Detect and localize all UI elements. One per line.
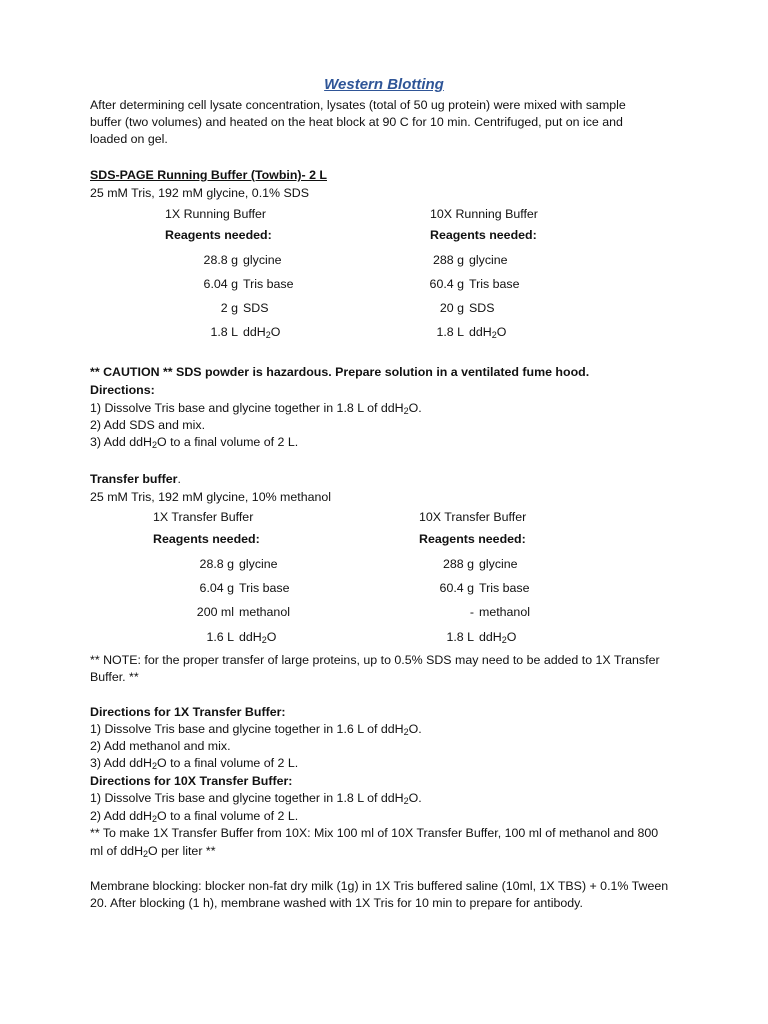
sds-col1-amount: 28.8 g [203, 253, 238, 267]
transfer-col2-reagent: methanol [479, 605, 530, 619]
transfer-col1-reagents-label: Reagents needed: [153, 532, 260, 546]
blocking-line-1: Membrane blocking: blocker non-fat dry milk (1g) in 1X Tris buffered saline (10ml, 1X TBS) + 0.1% Tween [90, 879, 669, 893]
transfer-dir1-label: Directions for 1X Transfer Buffer: [90, 705, 286, 719]
transfer-col1-title: 1X Transfer Buffer [153, 510, 254, 524]
transfer-col2-reagents-label: Reagents needed: [419, 532, 526, 546]
transfer-col2-reagent: glycine [479, 557, 518, 571]
transfer-col1-reagent: ddH$_2$O [239, 630, 277, 645]
sds-step-1: 1) Dissolve Tris base and glycine together in 1.8 L of ddH$_2$O. [90, 401, 422, 416]
transfer-col2-reagent: Tris base [479, 581, 530, 595]
transfer-make-line-1: ** To make 1X Transfer Buffer from 10X: Mix 100 ml of 10X Transfer Buffer, 100 ml of methanol and 800 [90, 826, 659, 840]
sds-directions-label: Directions: [90, 383, 155, 397]
sds-col2-reagents-label: Reagents needed: [430, 228, 537, 242]
sds-col1-title: 1X Running Buffer [165, 207, 267, 221]
transfer-col2-amount: 1.8 L [446, 630, 474, 644]
sds-col2-reagent: Tris base [469, 277, 520, 291]
transfer-col1-reagent: methanol [239, 605, 290, 619]
sds-col1-amount: 6.04 g [203, 277, 238, 291]
transfer-col1-amount: 200 ml [196, 605, 234, 619]
sds-caution: ** CAUTION ** SDS powder is hazardous. Prepare solution in a ventilated fume hood. [90, 365, 590, 379]
transfer-note-line-1: ** NOTE: for the proper transfer of large proteins, up to 0.5% SDS may need to be added to 1X Transfer [90, 653, 660, 667]
transfer-dir1-step-1: 1) Dissolve Tris base and glycine together in 1.6 L of ddH$_2$O. [90, 722, 422, 737]
sds-col2-reagent: glycine [469, 253, 508, 267]
sds-col2-amount: 1.8 L [436, 325, 464, 339]
transfer-dir10-label: Directions for 10X Transfer Buffer: [90, 774, 293, 788]
transfer-dir1-step-2: 2) Add methanol and mix. [90, 739, 231, 753]
sds-col1-reagent: Tris base [243, 277, 294, 291]
sds-col1-reagent: glycine [243, 253, 282, 267]
intro-line-3: loaded on gel. [90, 132, 168, 146]
transfer-col1-reagent: Tris base [239, 581, 290, 595]
transfer-col1-amount: 1.6 L [206, 630, 234, 644]
sds-col2-reagent: SDS [469, 301, 495, 315]
sds-col1-reagents-label: Reagents needed: [165, 228, 272, 242]
transfer-composition: 25 mM Tris, 192 mM glycine, 10% methanol [90, 490, 332, 504]
sds-col1-amount: 2 g [220, 301, 238, 315]
sds-col1-reagent: ddH$_2$O [243, 325, 281, 340]
transfer-dir10-step-2: 2) Add ddH$_2$O to a final volume of 2 L. [90, 809, 299, 824]
transfer-dir10-step-1: 1) Dissolve Tris base and glycine together in 1.8 L of ddH$_2$O. [90, 791, 422, 806]
intro-line-1: After determining cell lysate concentration, lysates (total of 50 ug protein) were mixed with sample [90, 98, 626, 112]
transfer-note-line-2: Buffer. ** [90, 670, 139, 684]
transfer-col1-amount: 6.04 g [199, 581, 234, 595]
sds-col1-amount: 1.8 L [210, 325, 238, 339]
intro-line-2: buffer (two volumes) and heated on the heat block at 90 C for 10 min. Centrifuged, put on ice and [90, 115, 623, 129]
sds-col2-reagent: ddH$_2$O [469, 325, 507, 340]
sds-col2-amount: 60.4 g [429, 277, 464, 291]
transfer-col1-amount: 28.8 g [199, 557, 234, 571]
transfer-col2-amount: - [469, 605, 474, 619]
transfer-col2-reagent: ddH$_2$O [479, 630, 517, 645]
sds-step-2: 2) Add SDS and mix. [90, 418, 206, 432]
transfer-heading: Transfer buffer. [90, 472, 181, 486]
sds-col2-title: 10X Running Buffer [430, 207, 538, 221]
transfer-make-line-2: ml of ddH$_2$O per liter ** [90, 844, 216, 859]
sds-heading: SDS-PAGE Running Buffer (Towbin)- 2 L [90, 168, 327, 182]
transfer-dir1-step-3: 3) Add ddH$_2$O to a final volume of 2 L. [90, 756, 299, 771]
sds-col1-reagent: SDS [243, 301, 269, 315]
sds-step-3: 3) Add ddH$_2$O to a final volume of 2 L. [90, 435, 299, 450]
blocking-line-2: 20. After blocking (1 h), membrane washed with 1X Tris for 10 min to prepare for antibody. [90, 896, 583, 910]
transfer-col2-title: 10X Transfer Buffer [419, 510, 527, 524]
sds-col2-amount: 288 g [432, 253, 464, 267]
transfer-col2-amount: 288 g [442, 557, 474, 571]
sds-composition: 25 mM Tris, 192 mM glycine, 0.1% SDS [90, 186, 309, 200]
document-title: Western Blotting [324, 76, 444, 93]
transfer-col1-reagent: glycine [239, 557, 278, 571]
transfer-col2-amount: 60.4 g [439, 581, 474, 595]
sds-col2-amount: 20 g [439, 301, 464, 315]
